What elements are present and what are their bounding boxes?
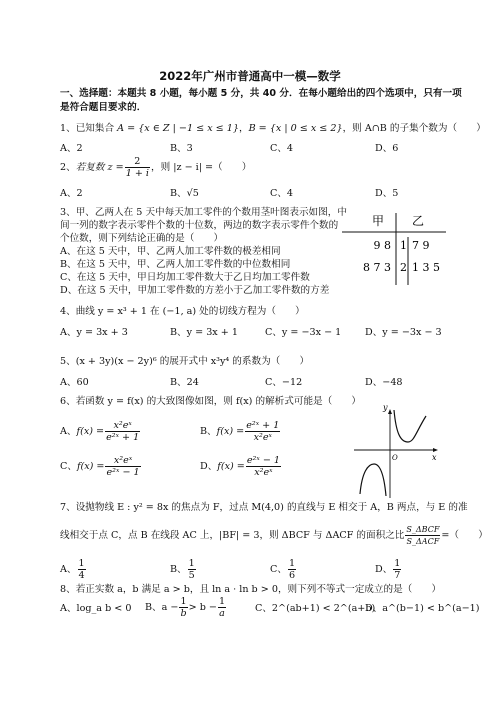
q6-option-c-label: C、: [60, 461, 77, 472]
q1-sep: ，: [238, 123, 249, 134]
q6-option-b: [200, 420, 281, 443]
q5-option-d: D、−48: [365, 377, 403, 388]
q7-ratio-num: S_ΔBCF: [406, 525, 440, 534]
q7-d-den: 7: [394, 570, 401, 581]
q5-option-b: B、24: [170, 377, 199, 388]
q2-option-b: B、√5: [170, 188, 199, 199]
q6-a-fraction: [105, 420, 140, 443]
q3-line-1: 3、甲、乙两人在 5 天中每天加工零件的个数用茎叶图表示如图，中: [60, 207, 347, 218]
q2-fraction: [125, 156, 150, 179]
stemleaf-row2-stem: 2: [400, 261, 407, 274]
q7-option-d-label: D、: [375, 564, 393, 575]
question-7-line2: [60, 524, 488, 547]
q7-ratio-den: S_ΔACF: [406, 537, 440, 546]
question-7-line1: 7、设抛物线 E : y² = 8x 的焦点为 F，过点 M(4,0) 的直线与 E 相交于 A，B 两点，与 E 的准: [60, 502, 468, 513]
q7-option-c-label: C、: [270, 564, 287, 575]
q2-option-c: C、4: [270, 188, 294, 199]
q7-b-den: 5: [188, 570, 195, 581]
q7-d-fraction: [393, 558, 401, 581]
q1-set-b: B = {x | 0 ≤ x ≤ 2}: [248, 123, 343, 134]
question-1-stem: [60, 122, 486, 135]
q8-b-fraction-1: [179, 596, 187, 619]
stemleaf-row2-left: 8 7 3: [363, 261, 391, 274]
graph-label-origin: O: [392, 454, 398, 462]
q7-c-fraction: [288, 558, 296, 581]
q7-d-num: 1: [394, 558, 401, 569]
q6-option-b-label: B、: [200, 426, 217, 437]
q7-b-fraction: [188, 558, 196, 581]
stemleaf-row1-stem: 1: [400, 239, 407, 252]
q8-b-f1-den: b: [180, 608, 187, 619]
q6-c-fraction: [105, 455, 140, 478]
q7-option-c: [270, 558, 297, 581]
q7-a-num: 1: [78, 558, 85, 569]
graph-label-y: y: [383, 403, 388, 412]
stemleaf-row1-right: 7 9: [412, 239, 430, 252]
q6-option-d: [200, 455, 282, 478]
section-heading-line2: 是符合题目要求的．: [60, 102, 147, 113]
q2-frac-num: 2: [125, 156, 150, 168]
q2-stem-post: ，则 |z − i| =（ ）: [151, 162, 252, 173]
q4-option-a: A、y = 3x + 3: [60, 327, 128, 338]
q6-d-lhs: f(x) =: [217, 461, 245, 472]
q2-frac-den: 1 + i: [125, 168, 149, 179]
q6-b-fraction: [245, 420, 280, 443]
q1-option-a: A、2: [60, 143, 83, 154]
q6-a-den: e²ˣ + 1: [106, 432, 140, 443]
stemleaf-head-left: 甲: [372, 214, 385, 228]
q1-option-d: D、6: [375, 143, 399, 154]
question-2-stem: [60, 156, 251, 179]
q4-option-b: B、y = 3x + 1: [170, 327, 238, 338]
q6-d-den: x²eˣ: [254, 467, 273, 478]
section-heading-line1: 一、选择题：本题共 8 小题，每小题 5 分，共 40 分．在每小题给出的四个选项中，只有一项: [60, 88, 462, 99]
page-title: 2022年广州市普通高中一模—数学: [159, 69, 341, 83]
q7-c-num: 1: [288, 558, 296, 569]
stemleaf-row1-left: 9 8: [373, 239, 391, 252]
question-8-stem: 8、若正实数 a，b 满足 a > b，且 ln a · ln b > 0，则下列不等式一定成立的是（ ）: [60, 584, 442, 595]
q3-option-b: B、在这 5 天中，甲、乙两人加工零件数的中位数相同: [60, 259, 291, 270]
q8-option-c: C、2^(ab+1) < 2^(a+b): [255, 603, 376, 614]
q5-option-a: A、60: [60, 377, 89, 388]
q7-option-a: [60, 558, 87, 581]
q6-option-a-label: A、: [60, 426, 77, 437]
q3-option-d: D、在这 5 天中，甲加工零件数的方差小于乙加工零件数的方差: [60, 285, 330, 296]
q6-d-num: e²ˣ − 1: [246, 455, 281, 466]
q7-option-b: [170, 558, 197, 581]
q8-b-pre: B、a −: [145, 602, 179, 613]
graph-left-branch: [360, 464, 386, 496]
q8-b-f2-den: a: [219, 608, 225, 619]
q6-a-num: x²eˣ: [105, 420, 140, 432]
q7-c-den: 6: [288, 570, 296, 581]
q4-option-c: C、y = −3x − 1: [265, 327, 342, 338]
q6-c-num: x²eˣ: [105, 455, 140, 467]
question-6-stem: 6、若函数 y = f(x) 的大致图像如图，则 f(x) 的解析式可能是（ ）: [60, 396, 362, 407]
q6-option-c: [60, 455, 142, 478]
q8-b-fraction-2: [218, 596, 226, 619]
q8-b-mid: > b −: [188, 602, 217, 613]
graph-x-arrow: [433, 448, 438, 452]
q8-option-b: [145, 596, 227, 619]
stemleaf-row2-right: 1 3 5: [412, 261, 440, 274]
q6-c-den: e²ˣ − 1: [106, 467, 140, 478]
stem-leaf-plot: [338, 205, 450, 287]
q1-option-c: C、4: [270, 143, 294, 154]
q3-line-3: 个位数，则下列结论正确的是（ ）: [60, 233, 224, 244]
q6-b-lhs: f(x) =: [216, 426, 245, 437]
q8-option-d: D、a^(b−1) < b^(a−1): [365, 603, 480, 614]
q7-a-fraction: [78, 558, 86, 581]
q7-b-num: 1: [188, 558, 195, 569]
q6-option-a: [60, 420, 141, 443]
q1-stem-pre: 已知集合: [75, 123, 118, 134]
q7-option-a-label: A、: [60, 564, 77, 575]
q6-b-num: e²ˣ + 1: [246, 420, 280, 431]
q6-option-d-label: D、: [200, 461, 218, 472]
q7-line2-pre: 线相交于点 C，点 B 在线段 AC 上，|BF| = 3，则 ΔBCF 与 ΔACF 的面积之比: [60, 530, 405, 541]
q5-option-c: C、−12: [265, 377, 303, 388]
question-4-stem: 4、曲线 y = x³ + 1 在 (−1, a) 处的切线方程为（ ）: [60, 306, 305, 317]
q2-number: 2、: [60, 162, 76, 173]
q8-option-a: A、log_a b < 0: [60, 603, 132, 614]
q3-option-c: C、在这 5 天中，甲日均加工零件数大于乙日均加工零件数: [60, 272, 310, 283]
q6-d-fraction: [246, 455, 281, 478]
q3-option-a: A、在这 5 天中，甲、乙两人加工零件数的极差相同: [60, 246, 281, 257]
q6-a-lhs: f(x) =: [76, 426, 105, 437]
function-graph: [350, 402, 442, 500]
q7-option-b-label: B、: [170, 564, 187, 575]
q2-option-d: D、5: [375, 188, 399, 199]
q7-a-den: 4: [78, 570, 85, 581]
q1-number: 1、: [60, 123, 76, 134]
q1-set-a: A = {x ∈ Z | −1 ≤ x ≤ 1}: [117, 123, 239, 134]
q2-option-a: A、2: [60, 188, 83, 199]
graph-right-branch: [394, 410, 426, 442]
question-5-stem: 5、(x + 3y)(x − 2y)⁶ 的展开式中 x³y⁴ 的系数为（ ）: [60, 356, 310, 367]
q7-line2-post: =（ ）: [441, 530, 488, 541]
q3-line-2: 间一列的数字表示零件个数的十位数，两边的数字表示零件个数的: [60, 220, 339, 231]
stemleaf-head-right: 乙: [412, 214, 425, 228]
q8-b-f2-num: 1: [218, 596, 226, 607]
graph-y-arrow: [388, 409, 392, 414]
q8-b-f1-num: 1: [180, 596, 187, 607]
section-heading: [60, 87, 462, 115]
q1-stem-post: ，则 A∩B 的子集个数为（ ）: [342, 123, 486, 134]
q1-option-b: B、3: [170, 143, 193, 154]
graph-label-x: x: [432, 453, 437, 462]
q7-ratio: [405, 524, 440, 547]
q6-c-lhs: f(x) =: [76, 461, 105, 472]
q2-stem-pre: 若复数 z =: [75, 162, 124, 173]
q7-option-d: [375, 558, 402, 581]
q6-b-den: x²eˣ: [253, 432, 272, 443]
q4-option-d: D、y = −3x − 3: [365, 327, 442, 338]
